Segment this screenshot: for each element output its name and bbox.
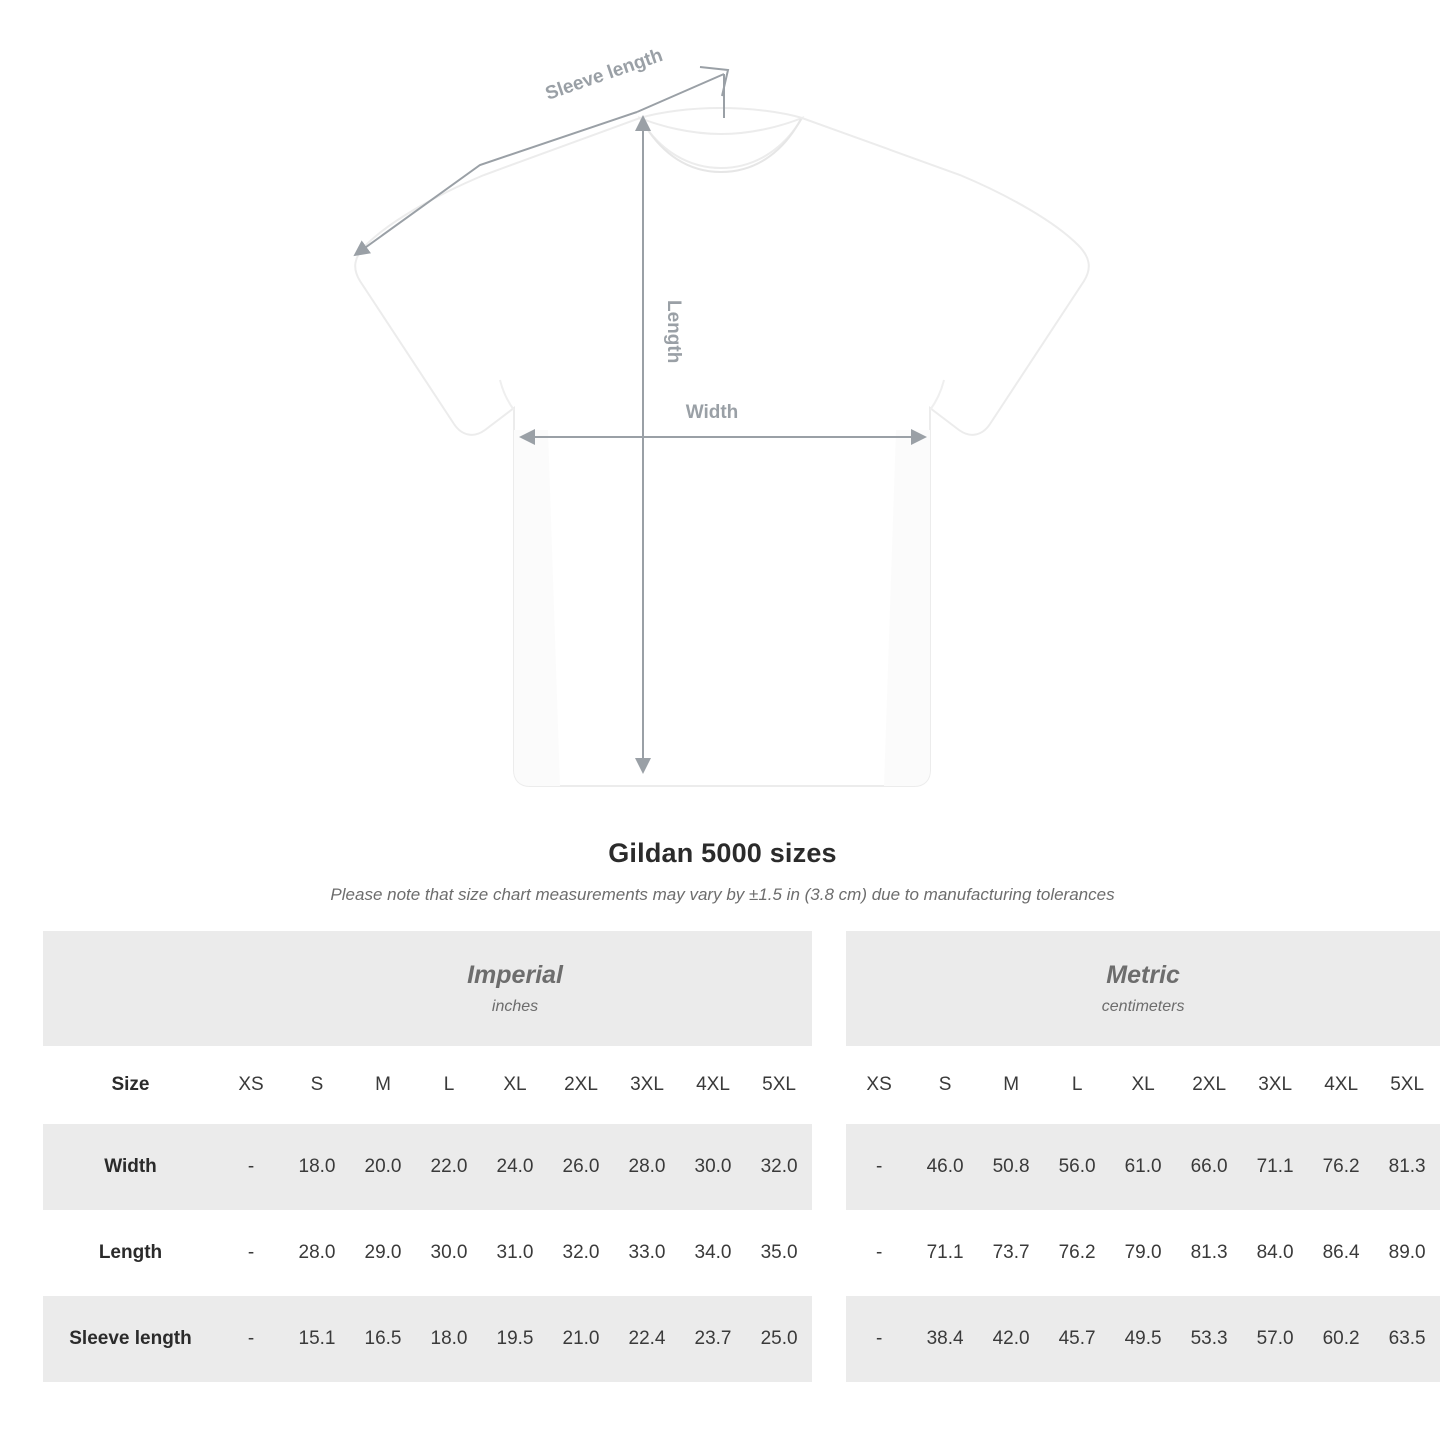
length-metric-5xl: 89.0 [1388,1242,1426,1263]
width-imperial-s: 18.0 [284,1124,350,1210]
unit-header-gap [812,931,846,1046]
length-metric-4xl: 86.4 [1322,1242,1360,1263]
size-metric-2xl: 2XL [1176,1046,1242,1124]
width-imperial-xl: 24.0 [482,1124,548,1210]
sleeve-metric-4xl: 60.2 [1308,1296,1374,1382]
size-table-wrapper [43,931,1426,1382]
metric-header [846,931,1440,1046]
width-metric-4xl: 76.2 [1308,1124,1374,1210]
length-label: Length [663,300,684,364]
size-imperial-3xl: 3XL [614,1046,680,1124]
metric-title: Metric [1106,961,1180,990]
sleeve-length-label: Sleeve length [542,44,666,105]
length-row-gap [812,1210,846,1296]
length-metric-xl: 79.0 [1124,1242,1162,1263]
sleeve-metric-s: 38.4 [912,1296,978,1382]
width-imperial-l: 22.0 [416,1124,482,1210]
sleeve-imperial-xs: - [218,1296,284,1382]
size-imperial-5xl: 5XL [746,1046,812,1124]
size-metric-3xl: 3XL [1242,1046,1308,1124]
sleeve-imperial-s: 15.1 [284,1296,350,1382]
size-header-label: Size [43,1046,218,1124]
sleeve-metric-xs: - [846,1296,912,1382]
length-imperial-3xl: 33.0 [628,1242,666,1263]
size-imperial-2xl: 2XL [548,1046,614,1124]
size-metric-s: S [912,1046,978,1124]
chart-title: Gildan 5000 sizes [608,838,837,868]
imperial-header [218,931,812,1046]
size-imperial-m: M [350,1046,416,1124]
size-imperial-l: L [416,1046,482,1124]
width-row-gap [812,1124,846,1210]
table-row [43,1210,1440,1296]
width-metric-xl: 61.0 [1110,1124,1176,1210]
title-block [0,838,1445,905]
length-imperial-m: 29.0 [364,1242,402,1263]
sleeve-row-gap [812,1296,846,1382]
length-imperial-4xl: 34.0 [694,1242,732,1263]
size-header-gap [812,1046,846,1124]
imperial-subtitle: inches [491,997,539,1015]
size-metric-xl: XL [1110,1046,1176,1124]
sleeve-metric-2xl: 53.3 [1176,1296,1242,1382]
table-row [43,1296,1440,1382]
width-label: Width [685,402,739,423]
length-imperial-xs: - [247,1242,255,1263]
size-imperial-xs: XS [218,1046,284,1124]
width-imperial-2xl: 26.0 [548,1124,614,1210]
tshirt-shape [355,108,1089,786]
sleeve-metric-5xl: 63.5 [1374,1296,1440,1382]
row-label-width: Width [43,1124,218,1210]
chart-note: Please note that size chart measurements may vary by ±1.5 in (3.8 cm) due to manufacturing tolerances [330,885,1115,904]
unit-header-spacer [43,931,218,1046]
sleeve-metric-l: 45.7 [1044,1296,1110,1382]
width-imperial-m: 20.0 [350,1124,416,1210]
row-label-length: Length [98,1242,163,1263]
imperial-title: Imperial [467,961,563,990]
length-imperial-xl: 31.0 [496,1242,534,1263]
sleeve-metric-m: 42.0 [978,1296,1044,1382]
row-label-sleeve-length: Sleeve length [43,1296,218,1382]
unit-header-row [43,931,1440,1046]
sleeve-imperial-2xl: 21.0 [548,1296,614,1382]
length-metric-l: 76.2 [1058,1242,1096,1263]
sleeve-imperial-l: 18.0 [416,1296,482,1382]
width-metric-m: 50.8 [978,1124,1044,1210]
width-metric-2xl: 66.0 [1176,1124,1242,1210]
sleeve-imperial-xl: 19.5 [482,1296,548,1382]
sleeve-imperial-m: 16.5 [350,1296,416,1382]
width-metric-s: 46.0 [912,1124,978,1210]
size-imperial-xl: XL [482,1046,548,1124]
size-header-row [43,1046,1440,1124]
size-metric-5xl: 5XL [1374,1046,1440,1124]
sleeve-metric-3xl: 57.0 [1242,1296,1308,1382]
width-metric-3xl: 71.1 [1242,1124,1308,1210]
metric-subtitle: centimeters [1101,997,1185,1015]
width-metric-l: 56.0 [1044,1124,1110,1210]
table-row [43,1124,1440,1210]
size-metric-l: L [1044,1046,1110,1124]
size-imperial-4xl: 4XL [680,1046,746,1124]
size-metric-4xl: 4XL [1308,1046,1374,1124]
width-imperial-5xl: 32.0 [746,1124,812,1210]
length-imperial-l: 30.0 [430,1242,468,1263]
size-table [43,931,1440,1382]
size-metric-m: M [978,1046,1044,1124]
width-metric-5xl: 81.3 [1374,1124,1440,1210]
size-metric-xs: XS [846,1046,912,1124]
length-metric-2xl: 81.3 [1190,1242,1228,1263]
sleeve-imperial-4xl: 23.7 [680,1296,746,1382]
width-metric-xs: - [846,1124,912,1210]
size-imperial-s: S [284,1046,350,1124]
width-imperial-3xl: 28.0 [614,1124,680,1210]
length-metric-xs: - [875,1242,883,1263]
width-imperial-4xl: 30.0 [680,1124,746,1210]
length-metric-3xl: 84.0 [1256,1242,1294,1263]
sleeve-imperial-3xl: 22.4 [614,1296,680,1382]
length-metric-s: 71.1 [926,1242,964,1263]
width-imperial-xs: - [218,1124,284,1210]
length-metric-m: 73.7 [992,1242,1030,1263]
length-imperial-2xl: 32.0 [562,1242,600,1263]
length-imperial-s: 28.0 [298,1242,336,1263]
sleeve-imperial-5xl: 25.0 [746,1296,812,1382]
length-imperial-5xl: 35.0 [760,1242,798,1263]
sleeve-metric-xl: 49.5 [1110,1296,1176,1382]
